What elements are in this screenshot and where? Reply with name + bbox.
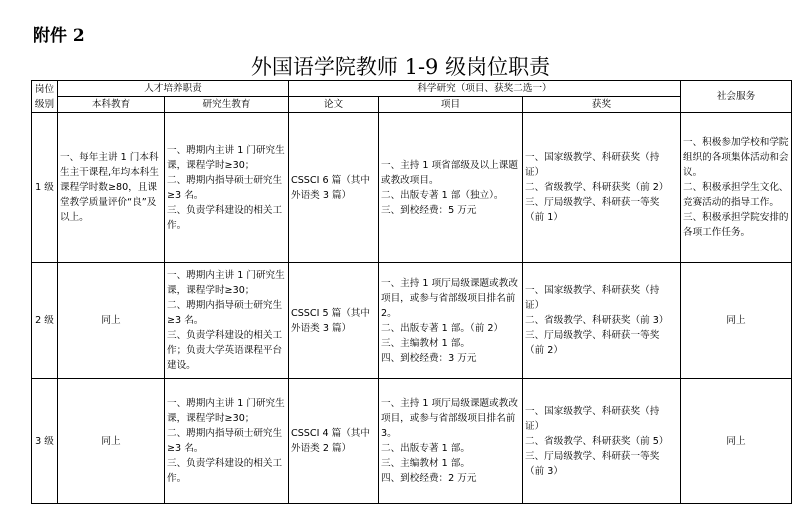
header-research: 科学研究（项目、获奖二选一）: [289, 81, 681, 97]
table-row-level-3: [32, 379, 792, 504]
header-undergrad: 本科教育: [58, 97, 165, 113]
header-award: 获奖: [523, 97, 681, 113]
grad-cell: 一、聘期内主讲 1 门研究生课，课程学时≥30； 二、聘期内指导硕士研究生≥3 名。 三、负责学科建设的相关工作；负责大学英语课程平台建设。: [165, 263, 289, 379]
header-row-1: [32, 81, 792, 97]
paper-cell: CSSCI 6 篇（其中外语类 3 篇）: [289, 113, 379, 263]
level-cell: 2 级: [32, 263, 58, 379]
header-service: 社会服务: [681, 81, 792, 113]
table-row-level-1: [32, 113, 792, 263]
header-talent: 人才培养职责: [58, 81, 289, 97]
paper-cell: CSSCI 4 篇（其中外语类 2 篇）: [289, 379, 379, 504]
project-cell: 一、主持 1 项省部级及以上课题或教改项目。 二、出版专著 1 部（独立）。 三、到校经费：5 万元: [379, 113, 523, 263]
grad-cell: 一、聘期内主讲 1 门研究生课，课程学时≥30； 二、聘期内指导硕士研究生≥3 名。 三、负责学科建设的相关工作。: [165, 379, 289, 504]
undergrad-cell: 同上: [58, 379, 165, 504]
service-cell: 同上: [681, 379, 792, 504]
award-cell: 一、国家级教学、科研获奖（持证） 二、省级教学、科研获奖（前 2） 三、厅局级教学、科研获一等奖（前 1）: [523, 113, 681, 263]
project-cell: 一、主持 1 项厅局级课题或教改项目，或参与省部级项目排名前 2。 二、出版专著 1 部。（前 2） 三、主编教材 1 部。 四、到校经费：3 万元: [379, 263, 523, 379]
header-post-level: 岗位 级别: [32, 81, 58, 113]
paper-cell: CSSCI 5 篇（其中外语类 3 篇）: [289, 263, 379, 379]
level-cell: 3 级: [32, 379, 58, 504]
table-row-level-2: [32, 263, 792, 379]
header-project: 项目: [379, 97, 523, 113]
undergrad-cell: 同上: [58, 263, 165, 379]
project-cell: 一、主持 1 项厅局级课题或教改项目，或参与省部级项目排名前 3。 二、出版专著 1 部。 三、主编教材 1 部。 四、到校经费：2 万元: [379, 379, 523, 504]
undergrad-cell: 一、每年主讲 1 门本科生主干课程,年均本科生课程学时数≥80，且课堂教学质量评价“良”及以上。: [58, 113, 165, 263]
grad-cell: 一、聘期内主讲 1 门研究生课，课程学时≥30； 二、聘期内指导硕士研究生≥3 名。 三、负责学科建设的相关工作。: [165, 113, 289, 263]
service-cell: 同上: [681, 263, 792, 379]
duty-table: [31, 80, 792, 504]
level-cell: 1 级: [32, 113, 58, 263]
header-row-2: [32, 97, 792, 113]
service-cell: 一、积极参加学校和学院组织的各项集体活动和会议。 二、积极承担学生文化、竞赛活动的指导工作。 三、积极承担学院安排的各项工作任务。: [681, 113, 792, 263]
attachment-label: 附件 2: [33, 26, 85, 46]
page-title: 外国语学院教师 1-9 级岗位职责: [250, 55, 551, 79]
header-grad: 研究生教育: [165, 97, 289, 113]
header-paper: 论文: [289, 97, 379, 113]
award-cell: 一、国家级教学、科研获奖（持证） 二、省级教学、科研获奖（前 3） 三、厅局级教学、科研获一等奖（前 2）: [523, 263, 681, 379]
award-cell: 一、国家级教学、科研获奖（持证） 二、省级教学、科研获奖（前 5） 三、厅局级教学、科研获一等奖（前 3）: [523, 379, 681, 504]
